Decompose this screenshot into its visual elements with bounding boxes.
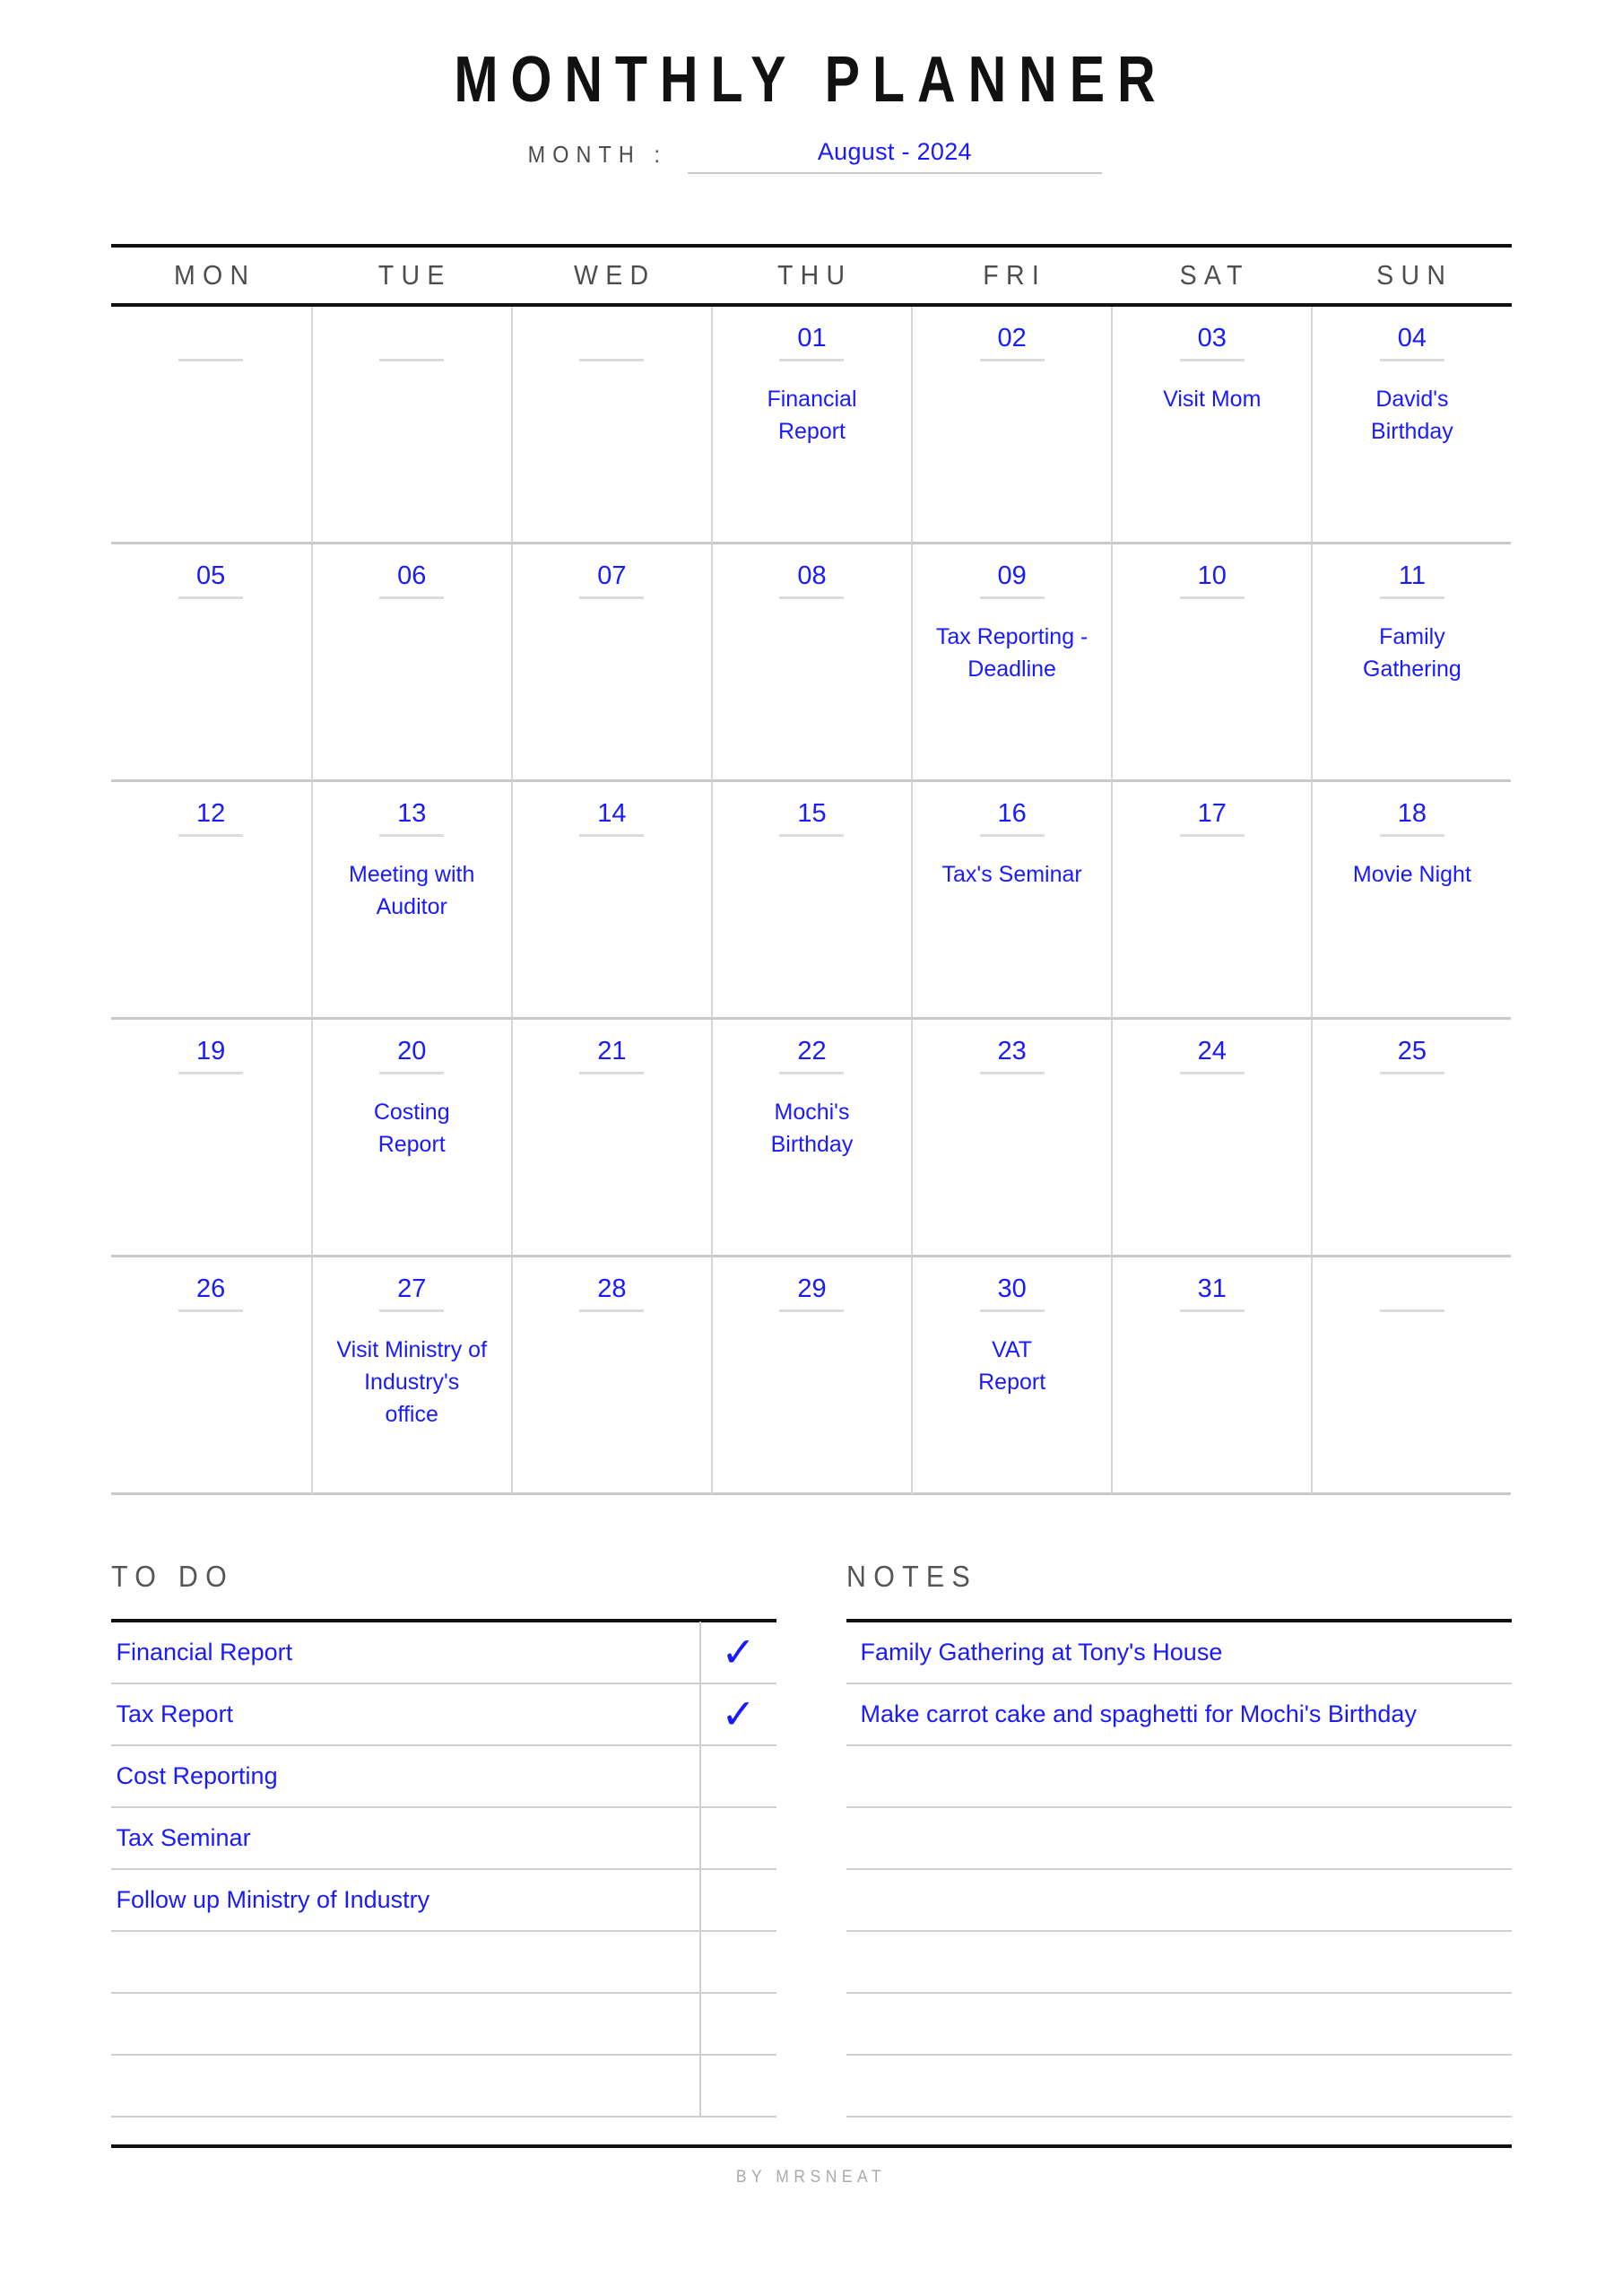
- day-number: 22: [797, 1036, 827, 1065]
- day-cell-18[interactable]: [1311, 782, 1511, 1020]
- day-underline: [1180, 1309, 1245, 1312]
- day-cell-06[interactable]: [311, 544, 511, 782]
- weekday-mon: MON: [173, 258, 256, 291]
- day-cell-11[interactable]: [1311, 544, 1511, 782]
- todo-item-text[interactable]: Follow up Ministry of Industry: [116, 1885, 430, 1913]
- day-events[interactable]: [1327, 858, 1497, 891]
- event-line: David's: [1375, 386, 1449, 412]
- weekday-thu: THU: [776, 258, 853, 291]
- day-cell-23[interactable]: [911, 1020, 1111, 1257]
- day-cell-02[interactable]: [911, 307, 1111, 544]
- todo-title: TO DO: [110, 1559, 234, 1593]
- day-cell-16[interactable]: [911, 782, 1111, 1020]
- day-underline: [1380, 359, 1444, 361]
- notes-list: [846, 1622, 1512, 2118]
- day-cell-30[interactable]: [911, 1257, 1111, 1495]
- day-underline: [379, 834, 444, 837]
- day-underline: [579, 596, 644, 599]
- day-number: 30: [997, 1274, 1027, 1303]
- day-underline: [1180, 1072, 1245, 1074]
- day-cell-21[interactable]: [511, 1020, 711, 1257]
- day-underline: [379, 1072, 444, 1074]
- day-cell-12[interactable]: [111, 782, 311, 1020]
- month-value: August - 2024: [817, 137, 972, 165]
- day-events[interactable]: [927, 858, 1097, 891]
- day-underline: [980, 1309, 1045, 1312]
- day-underline: [379, 1309, 444, 1312]
- notes-row[interactable]: [846, 1684, 1512, 1746]
- day-underline: [1180, 834, 1245, 837]
- day-cell-19[interactable]: [111, 1020, 311, 1257]
- checkmark-icon[interactable]: ✓: [699, 1622, 776, 1683]
- planner-header: [0, 0, 1622, 174]
- day-number: 02: [997, 323, 1027, 352]
- todo-checkbox-empty[interactable]: [699, 2055, 776, 2117]
- event-line: Industry's: [364, 1369, 460, 1395]
- day-underline: [980, 834, 1045, 837]
- todo-row[interactable]: [111, 1870, 776, 1932]
- todo-list: [111, 1622, 776, 2118]
- day-events[interactable]: [726, 1096, 897, 1161]
- day-cell-10[interactable]: [1111, 544, 1311, 782]
- day-underline: [178, 596, 243, 599]
- month-field-row: [0, 138, 1622, 174]
- day-number: 26: [195, 1274, 226, 1303]
- day-underline: [779, 1309, 844, 1312]
- month-label: MONTH :: [527, 140, 668, 168]
- footer-credit: BY MRSNEAT: [735, 2167, 887, 2187]
- day-underline: [1180, 359, 1245, 361]
- event-line: Birthday: [1371, 418, 1453, 444]
- weekday-fri: FRI: [983, 258, 1047, 291]
- day-underline: [1180, 596, 1245, 599]
- weekday-sun: SUN: [1376, 258, 1453, 291]
- day-number: 29: [797, 1274, 827, 1303]
- day-underline: [379, 359, 444, 361]
- day-events[interactable]: [726, 383, 897, 448]
- weekday-sat: SAT: [1179, 258, 1251, 291]
- day-cell-27[interactable]: [311, 1257, 511, 1495]
- month-input[interactable]: [688, 138, 1102, 174]
- todo-row[interactable]: [111, 1808, 776, 1870]
- day-underline: [178, 1072, 243, 1074]
- day-events[interactable]: [1327, 621, 1497, 685]
- day-number: 09: [997, 561, 1027, 590]
- day-number: 17: [1197, 798, 1227, 828]
- day-number: 19: [195, 1036, 226, 1065]
- day-cell-empty[interactable]: [311, 307, 511, 544]
- day-number: 01: [797, 323, 827, 352]
- day-cell-empty[interactable]: [1311, 1257, 1511, 1495]
- day-cell-17[interactable]: [1111, 782, 1311, 1020]
- notes-title: NOTES: [846, 1559, 977, 1593]
- day-cell-20[interactable]: [311, 1020, 511, 1257]
- day-cell-09[interactable]: [911, 544, 1111, 782]
- day-number: 31: [1197, 1274, 1227, 1303]
- weekday-header-row: [111, 248, 1512, 303]
- todo-row[interactable]: [111, 1622, 776, 1684]
- todo-row[interactable]: [111, 1684, 776, 1746]
- day-number: 05: [195, 561, 226, 590]
- event-line: Tax's Seminar: [941, 861, 1082, 887]
- weekday-wed: WED: [573, 258, 656, 291]
- day-underline: [579, 1309, 644, 1312]
- day-cell-08[interactable]: [711, 544, 911, 782]
- day-number: 15: [797, 798, 827, 828]
- notes-row[interactable]: [846, 2056, 1512, 2118]
- day-number: 24: [1197, 1036, 1227, 1065]
- day-number: 18: [1397, 798, 1427, 828]
- page-title: MONTHLY PLANNER: [454, 44, 1168, 116]
- event-line: Report: [777, 418, 846, 444]
- notes-line-text: Family Gathering at Tony's House: [860, 1638, 1223, 1665]
- day-underline: [1380, 596, 1444, 599]
- day-number: 04: [1397, 323, 1427, 352]
- day-events[interactable]: [326, 1334, 497, 1431]
- day-number: 13: [397, 798, 427, 828]
- day-number: 06: [397, 561, 427, 590]
- todo-item-text[interactable]: Cost Reporting: [116, 1761, 278, 1789]
- day-number: 08: [797, 561, 827, 590]
- day-events[interactable]: [927, 1334, 1097, 1398]
- notes-row[interactable]: [846, 1746, 1512, 1808]
- checkmark-icon[interactable]: ✓: [699, 1683, 776, 1745]
- event-line: Costing: [373, 1099, 450, 1125]
- event-line: Meeting with: [349, 861, 475, 887]
- day-underline: [1380, 1072, 1444, 1074]
- day-number: 16: [997, 798, 1027, 828]
- day-cell-22[interactable]: [711, 1020, 911, 1257]
- event-line: Report: [377, 1131, 446, 1157]
- weekday-tue: TUE: [377, 258, 452, 291]
- day-number: 23: [997, 1036, 1027, 1065]
- event-line: VAT: [992, 1336, 1033, 1362]
- day-underline: [178, 834, 243, 837]
- day-cell-29[interactable]: [711, 1257, 911, 1495]
- day-events[interactable]: [326, 1096, 497, 1161]
- day-underline: [980, 596, 1045, 599]
- day-cell-25[interactable]: [1311, 1020, 1511, 1257]
- day-cell-26[interactable]: [111, 1257, 311, 1495]
- day-number: 10: [1197, 561, 1227, 590]
- day-underline: [779, 1072, 844, 1074]
- day-underline: [779, 834, 844, 837]
- event-line: Report: [978, 1369, 1046, 1395]
- day-underline: [779, 359, 844, 361]
- bottom-sections: [111, 1560, 1512, 2118]
- day-number: 07: [597, 561, 627, 590]
- day-cell-13[interactable]: [311, 782, 511, 1020]
- day-cell-07[interactable]: [511, 544, 711, 782]
- event-line: Gathering: [1363, 656, 1462, 682]
- day-underline: [178, 1309, 243, 1312]
- day-number: 03: [1197, 323, 1227, 352]
- day-underline: [178, 359, 243, 361]
- event-line: Movie Night: [1352, 861, 1471, 887]
- day-number: 28: [597, 1274, 627, 1303]
- calendar: [111, 244, 1512, 1495]
- notes-panel: [846, 1560, 1512, 2118]
- todo-item-text[interactable]: Financial Report: [116, 1638, 293, 1665]
- todo-checkbox-empty[interactable]: [699, 1869, 776, 1931]
- notes-row[interactable]: [846, 1994, 1512, 2056]
- event-line: Family: [1379, 623, 1445, 649]
- todo-row[interactable]: [111, 2056, 776, 2118]
- day-number: 27: [397, 1274, 427, 1303]
- todo-item-text[interactable]: Tax Seminar: [116, 1823, 251, 1851]
- day-events[interactable]: [927, 621, 1097, 685]
- day-underline: [379, 596, 444, 599]
- day-underline: [980, 359, 1045, 361]
- day-underline: [980, 1072, 1045, 1074]
- event-line: office: [385, 1401, 438, 1427]
- day-underline: [1380, 1309, 1444, 1312]
- todo-checkbox-empty[interactable]: [699, 1807, 776, 1869]
- todo-checkbox-empty[interactable]: [699, 1993, 776, 2055]
- day-underline: [579, 359, 644, 361]
- calendar-grid: [111, 307, 1512, 1495]
- notes-row[interactable]: [846, 1622, 1512, 1684]
- day-cell-28[interactable]: [511, 1257, 711, 1495]
- event-line: Birthday: [770, 1131, 854, 1157]
- day-underline: [1380, 834, 1444, 837]
- notes-row[interactable]: [846, 1932, 1512, 1994]
- day-cell-15[interactable]: [711, 782, 911, 1020]
- event-line: Visit Mom: [1163, 386, 1262, 412]
- day-cell-04[interactable]: [1311, 307, 1511, 544]
- event-line: Deadline: [967, 656, 1056, 682]
- notes-line-text: Make carrot cake and spaghetti for Mochi's Birthday: [860, 1700, 1417, 1727]
- todo-checkbox-empty[interactable]: [699, 1931, 776, 1993]
- notes-row[interactable]: [846, 1808, 1512, 1870]
- day-number: 14: [597, 798, 627, 828]
- event-line: Auditor: [376, 893, 447, 919]
- event-line: Mochi's: [774, 1099, 850, 1125]
- day-cell-14[interactable]: [511, 782, 711, 1020]
- day-number: 11: [1398, 561, 1426, 590]
- event-line: Financial: [767, 386, 857, 412]
- day-cell-31[interactable]: [1111, 1257, 1311, 1495]
- todo-item-text[interactable]: Tax Report: [116, 1700, 234, 1727]
- todo-checkbox-empty[interactable]: [699, 1745, 776, 1807]
- day-underline: [579, 834, 644, 837]
- day-cell-03[interactable]: [1111, 307, 1311, 544]
- day-events[interactable]: [1327, 383, 1497, 448]
- day-events[interactable]: [326, 858, 497, 923]
- todo-row[interactable]: [111, 1746, 776, 1808]
- day-cell-empty[interactable]: [111, 307, 311, 544]
- day-cell-05[interactable]: [111, 544, 311, 782]
- day-number: 20: [397, 1036, 427, 1065]
- todo-row[interactable]: [111, 1932, 776, 1994]
- event-line: Tax Reporting -: [935, 623, 1089, 649]
- todo-panel: [111, 1560, 776, 2118]
- day-number: 21: [597, 1036, 627, 1065]
- day-number: 12: [195, 798, 226, 828]
- day-cell-24[interactable]: [1111, 1020, 1311, 1257]
- day-underline: [579, 1072, 644, 1074]
- event-line: Visit Ministry of: [336, 1336, 488, 1362]
- day-cell-empty[interactable]: [511, 307, 711, 544]
- day-cell-01[interactable]: [711, 307, 911, 544]
- todo-row[interactable]: [111, 1994, 776, 2056]
- day-events[interactable]: [1127, 383, 1297, 415]
- footer-divider: [111, 2144, 1512, 2148]
- day-underline: [779, 596, 844, 599]
- day-number: 25: [1397, 1036, 1427, 1065]
- notes-row[interactable]: [846, 1870, 1512, 1932]
